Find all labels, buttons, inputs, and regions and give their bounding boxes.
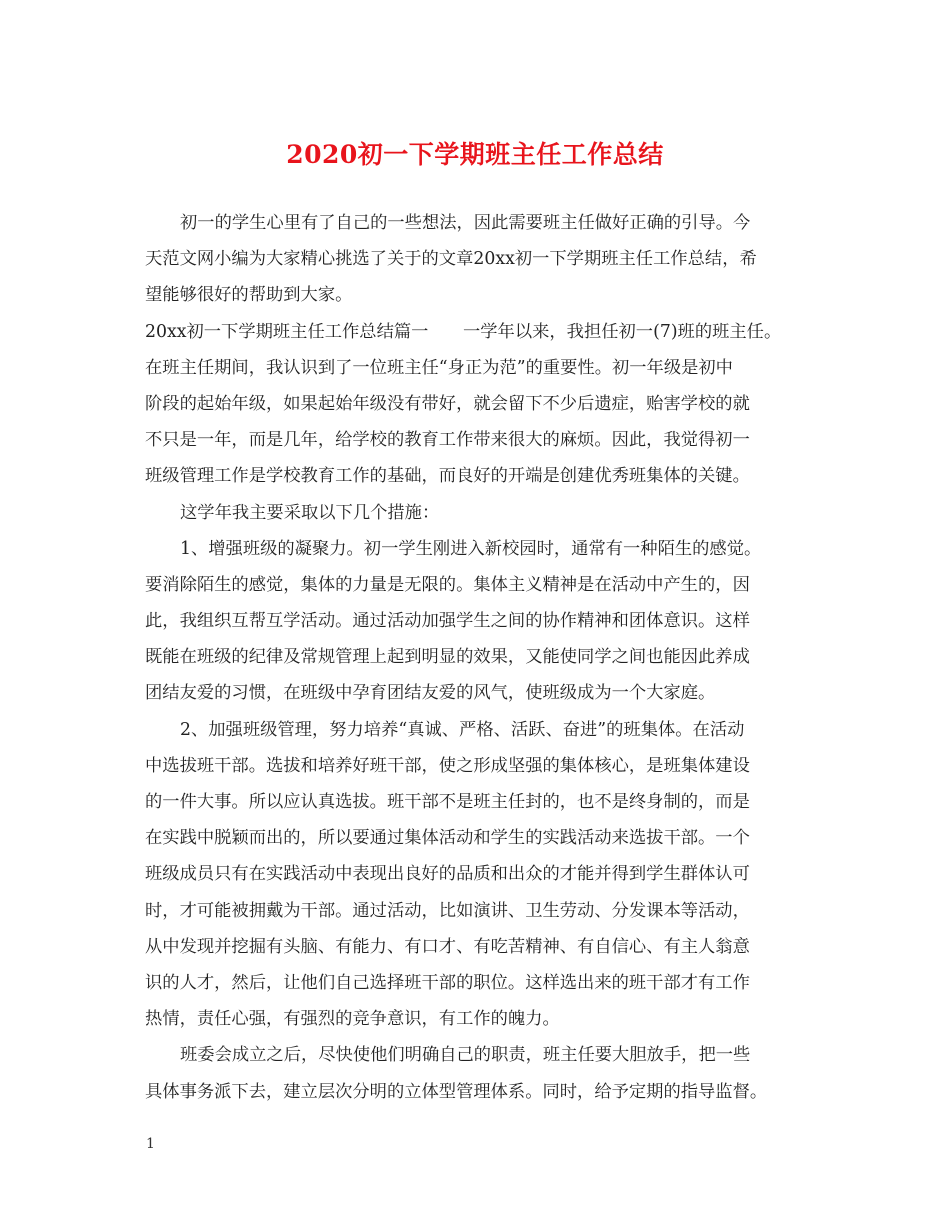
paragraph-line: 的一件大事。所以应认真选拔。班干部不是班主任封的，也不是终身制的，而是 xyxy=(145,792,750,812)
paragraph-line: 天范文网小编为大家精心挑选了关于的文章20xx初一下学期班主任工作总结，希 xyxy=(145,249,757,270)
paragraph-line: 班委会成立之后，尽快使他们明确自己的职责，班主任要大胆放手，把一些 xyxy=(180,1045,751,1066)
paragraph-line: 从中发现并挖掘有头脑、有能力、有口才、有吃苦精神、有自信心、有主人翁意 xyxy=(145,936,750,957)
paragraph-line: 这学年我主要采取以下几个措施： xyxy=(180,502,440,523)
paragraph-line: 识的人才，然后，让他们自己选择班干部的职位。这样选出来的班干部才有工作 xyxy=(145,972,750,993)
paragraph-line: 时，才可能被拥戴为干部。通过活动，比如演讲、卫生劳动、分发课本等活动， xyxy=(145,900,750,921)
paragraph-line: 班级成员只有在实践活动中表现出良好的品质和出众的才能并得到学生群体认可 xyxy=(145,864,750,885)
paragraph-line: 团结友爱的习惯，在班级中孕育团结友爱的风气，使班级成为一个大家庭。 xyxy=(145,683,716,704)
paragraph-line: 在实践中脱颖而出的，所以要通过集体活动和学生的实践活动来选拔干部。一个 xyxy=(145,828,750,849)
paragraph-line: 热情，责任心强，有强烈的竞争意识，有工作的魄力。 xyxy=(145,1009,560,1030)
paragraph-line: 中选拔班干部。选拔和培养好班干部，使之形成坚强的集体核心，是班集体建设 xyxy=(145,755,750,776)
paragraph-line: 在班主任期间，我认识到了一位班主任“身正为范”的重要性。初一年级是初中 xyxy=(145,357,733,378)
paragraph-line: 初一的学生心里有了自己的一些想法，因此需要班主任做好正确的引导。今 xyxy=(180,213,751,233)
paragraph-line: 要消除陌生的感觉，集体的力量是无限的。集体主义精神是在活动中产生的，因 xyxy=(145,574,750,595)
paragraph-line: 具体事务派下去，建立层次分明的立体型管理体系。同时，给予定期的指导监督。 xyxy=(145,1081,768,1102)
paragraph-line: 望能够很好的帮助到大家。 xyxy=(145,285,353,306)
paragraph-line: 不只是一年，而是几年，给学校的教育工作带来很大的麻烦。因此，我觉得初一 xyxy=(145,430,750,451)
paragraph-line: 既能在班级的纪律及常规管理上起到明显的效果，又能使同学之间也能因此养成 xyxy=(145,647,750,668)
paragraph-line: 20xx初一下学期班主任工作总结篇一 一学年以来，我担任初一(7)班的班主任。 xyxy=(145,321,782,342)
paragraph-line: 此，我组织互帮互学活动。通过活动加强学生之间的协作精神和团体意识。这样 xyxy=(145,611,750,632)
paragraph-line: 班级管理工作是学校教育工作的基础，而良好的开端是创建优秀班集体的关键。 xyxy=(145,466,750,487)
paragraph-line: 2、加强班级管理，努力培养“真诚、严格、活跃、奋进”的班集体。在活动 xyxy=(180,719,745,740)
document-title: 2020初一下学期班主任工作总结 xyxy=(286,140,664,169)
paragraph-line: 1、增强班级的凝聚力。初一学生刚进入新校园时，通常有一种陌生的感觉。 xyxy=(180,538,762,559)
document-body xyxy=(145,205,835,1110)
paragraph-line: 阶段的起始年级，如果起始年级没有带好，就会留下不少后遗症，贻害学校的就 xyxy=(145,393,750,414)
page-number: 1 xyxy=(146,1136,155,1152)
